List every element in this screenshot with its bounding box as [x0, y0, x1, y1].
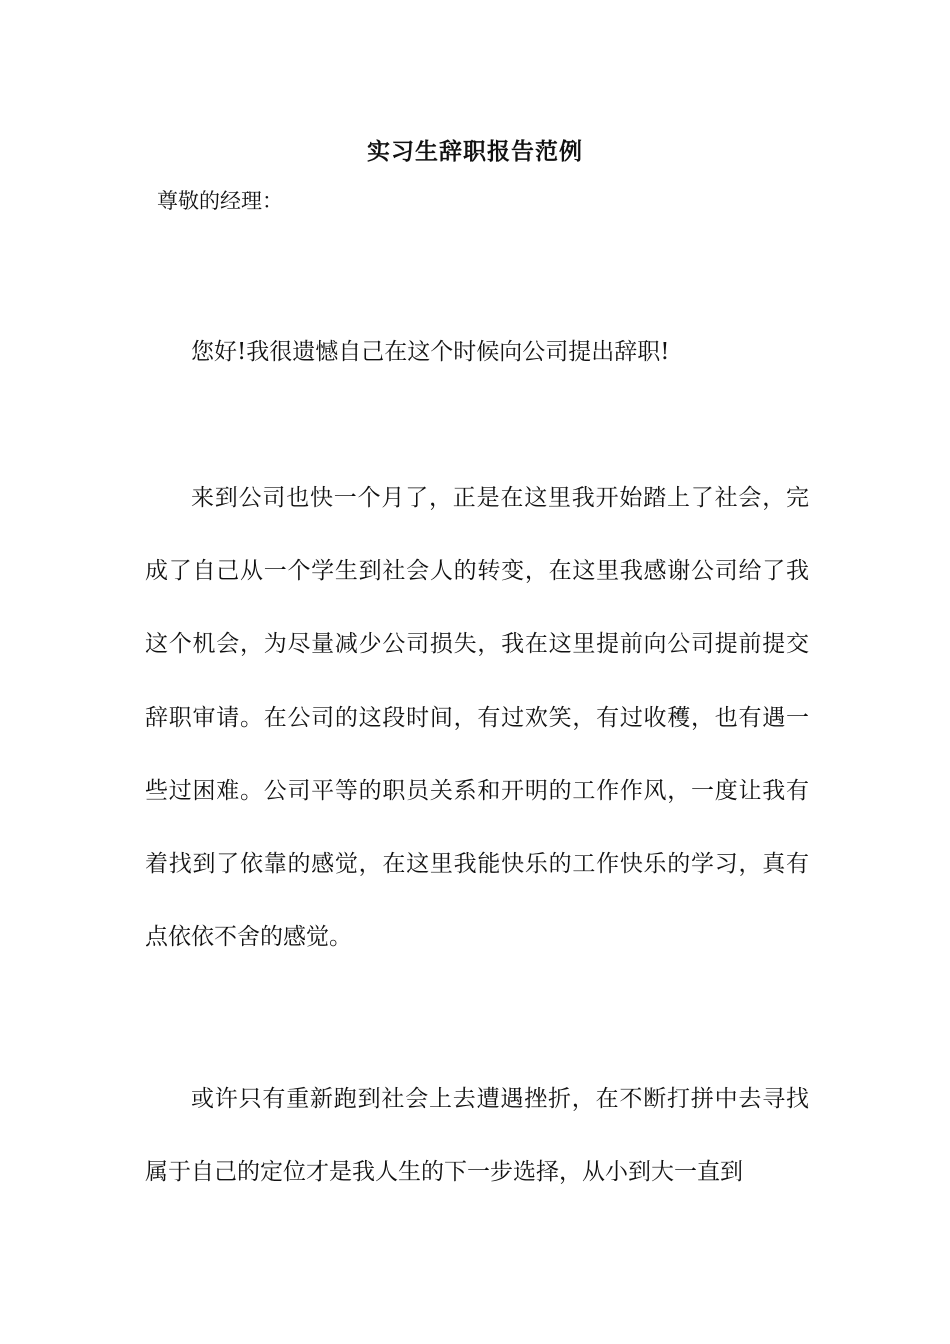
paragraph-continuation: 或许只有重新跑到社会上去遭遇挫折，在不断打拼中去寻找属于自己的定位才是我人生的下一步选择，从小到大一直到	[145, 1086, 809, 1186]
salutation: 尊敬的经理：	[157, 189, 283, 213]
paragraph-body: 来到公司也快一个月了，正是在这里我开始踏上了社会，完成了自己从一个学生到社会人的转变，在这里我感谢公司给了我这个机会，为尽量减少公司损失，我在这里提前向公司提前提交辞职审请。在公司的这段时间，有过欢笑，有过收穫，也有遇一些过困难。公司平等的职员关系和开明的工作作风，一度让我有着找到了依靠的感觉，在这里我能快乐的工作快乐的学习，真有点依依不舍的感觉。	[145, 485, 809, 951]
paragraph-greeting: 您好!我很遗憾自己在这个时候向公司提出辞职!	[191, 339, 670, 365]
document-title: 实习生辞职报告范例	[367, 138, 583, 165]
